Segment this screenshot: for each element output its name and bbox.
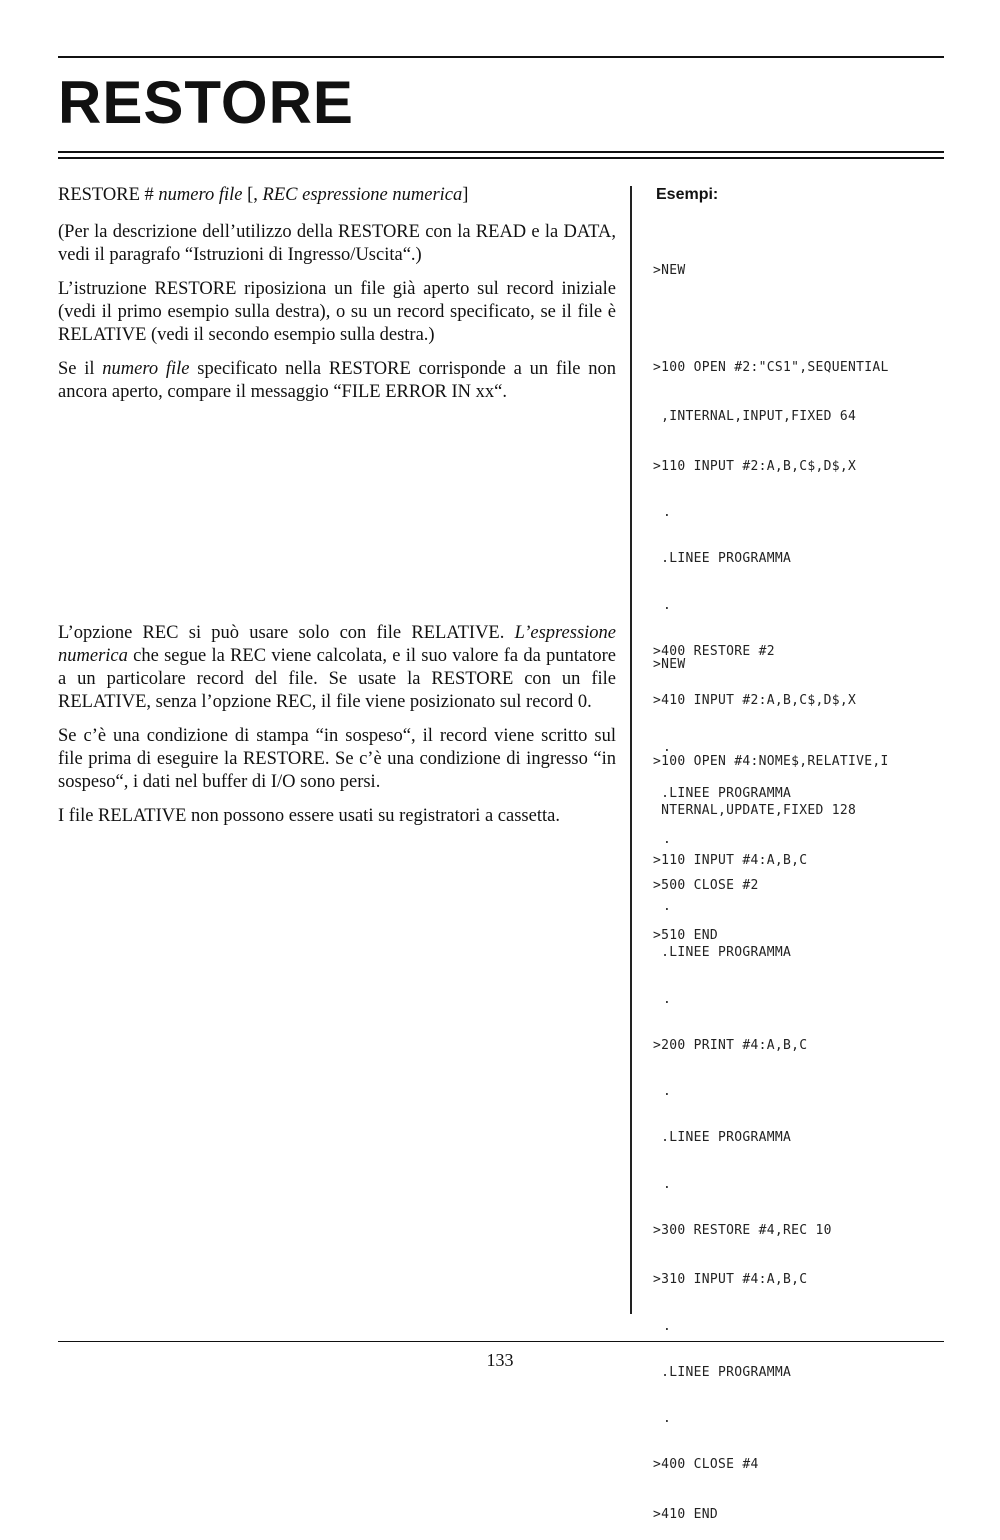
paragraph-cassette-note: I file RELATIVE non possono essere usati su registratori a cassetta. xyxy=(58,806,560,826)
code-line: >410 END xyxy=(653,1506,719,1522)
ellipsis-dot: . xyxy=(663,1084,672,1099)
syntax-arg: numero file xyxy=(158,185,243,205)
top-rule xyxy=(58,56,944,58)
column-divider xyxy=(630,186,632,1314)
ellipsis-dot: . xyxy=(663,1411,672,1426)
code-line: >100 OPEN #4:NOME$,RELATIVE,I xyxy=(653,753,889,769)
code-line: >410 INPUT #2:A,B,C$,D$,X xyxy=(653,693,857,708)
code-line: >400 RESTORE #2 xyxy=(653,643,775,659)
code-line: >110 INPUT #4:A,B,C xyxy=(653,852,808,868)
syntax-keyword: RESTORE # xyxy=(58,185,159,205)
code-line: .LINEE PROGRAMMA xyxy=(653,551,792,566)
code-line: >100 OPEN #2:"CS1",SEQUENTIAL xyxy=(653,359,889,375)
ellipsis-dot: . xyxy=(663,1176,672,1192)
ellipsis-dot: . xyxy=(663,991,672,1007)
description-section-1 xyxy=(58,184,616,415)
code-line: .LINEE PROGRAMMA xyxy=(653,1364,792,1380)
ellipsis-dot: . xyxy=(663,505,672,520)
ellipsis-dot: . xyxy=(663,899,672,914)
syntax-line xyxy=(58,184,616,207)
code-line: NTERNAL,UPDATE,FIXED 128 xyxy=(653,803,857,818)
paragraph-restore-description: L’istruzione RESTORE riposiziona un file già aperto sul record iniziale (vedi il primo esempio sulla destra), o su un record specificato, se il file è RELATIVE (vedi il secondo esempio sulla destra.) xyxy=(58,279,616,345)
title-underline-lower xyxy=(58,157,944,159)
code-line: >110 INPUT #2:A,B,C$,D$,X xyxy=(653,458,857,474)
paragraph-rec-option: L’opzione REC si può usare solo con file RELATIVE. L’espressione numerica che segue la REC viene calcolata, e il suo valore fa da puntatore a un particolare record del file. Se usate la RESTORE con un file RELATIVE, senza l’opzione REC, il file viene posizionato sul record 0. xyxy=(58,623,616,712)
code-line: .LINEE PROGRAMMA xyxy=(653,945,792,960)
examples-heading: Esempi: xyxy=(656,186,719,203)
code-line: >NEW xyxy=(653,657,686,672)
syntax-optional: REC espressione numerica xyxy=(262,185,463,205)
code-line: .LINEE PROGRAMMA xyxy=(653,785,792,801)
code-line: >200 PRINT #4:A,B,C xyxy=(653,1037,808,1053)
ellipsis-dot: . xyxy=(663,597,672,613)
code-line: ,INTERNAL,INPUT,FIXED 64 xyxy=(653,409,857,424)
ellipsis-dot: . xyxy=(663,1318,672,1334)
description-section-2 xyxy=(58,622,616,839)
paragraph-pending-condition: Se c’è una condizione di stampa “in sospeso“, il record viene scritto sul file prima di eseguire la RESTORE. Se c’è una condizione di ingresso “in sospeso“, i dati nel buffer di I/O sono persi. xyxy=(58,726,616,792)
code-line: >400 CLOSE #4 xyxy=(653,1457,759,1472)
page-number: 133 xyxy=(486,1350,514,1370)
title-underline-upper xyxy=(58,151,944,153)
bottom-rule xyxy=(58,1341,944,1342)
example-2-code xyxy=(653,624,943,1540)
code-line: >300 RESTORE #4,REC 10 xyxy=(653,1222,832,1238)
syntax-bracket-open: [, xyxy=(242,185,263,205)
page-title: RESTORE xyxy=(58,69,354,136)
code-line: >500 CLOSE #2 xyxy=(653,878,759,893)
code-line: >NEW xyxy=(653,263,686,278)
syntax-bracket-close: ] xyxy=(462,185,469,205)
paragraph-file-error: Se il numero file specificato nella RESTORE corrisponde a un file non ancora aperto, compare il messaggio “FILE ERROR IN xx“. xyxy=(58,359,617,402)
ellipsis-dot: . xyxy=(663,739,672,755)
paragraph-read-data: (Per la descrizione dell’utilizzo della RESTORE con la READ e la DATA, vedi il paragrafo “Istruzioni di Ingresso/Uscita“.) xyxy=(58,222,616,265)
code-line: .LINEE PROGRAMMA xyxy=(653,1130,792,1145)
ellipsis-dot: . xyxy=(663,832,672,847)
code-line: >310 INPUT #4:A,B,C xyxy=(653,1272,808,1287)
code-line: >510 END xyxy=(653,927,719,943)
